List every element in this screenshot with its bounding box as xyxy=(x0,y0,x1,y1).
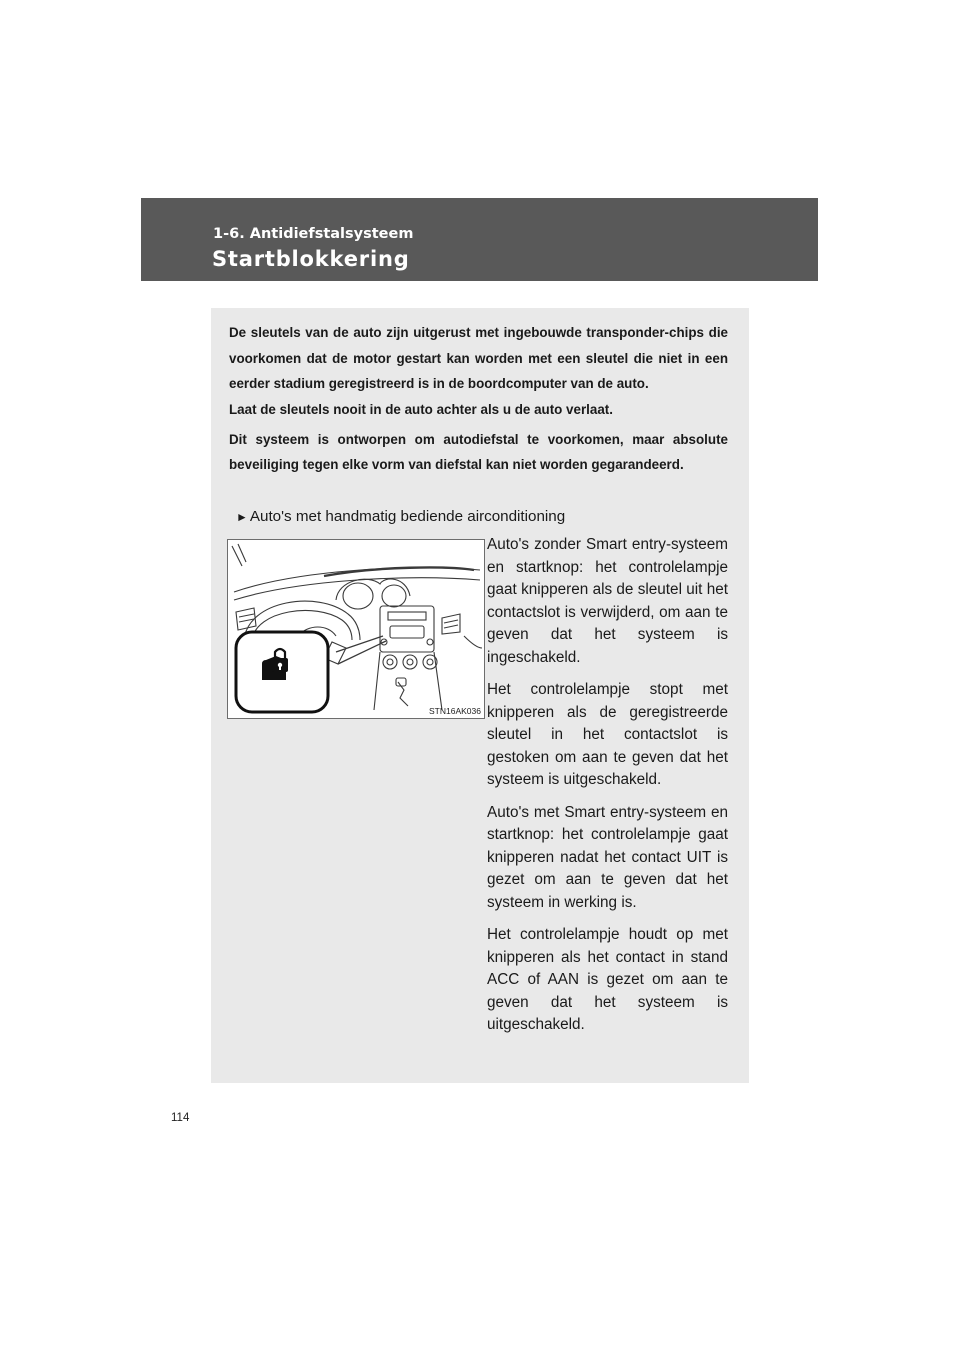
paragraph-no-smart-entry-deactivated: Het controlelampje stopt met knipperen als de geregistreerde sleutel in het contactslot is gestoken om aan te geven dat het systeem is uitgeschakeld. xyxy=(487,681,728,788)
sub-heading xyxy=(236,508,565,525)
section-label: 1-6. Antidiefstalsysteem xyxy=(213,226,414,242)
paragraph-smart-entry-deactivated: Het controlelampje houdt op met knipperen als het contact in stand ACC of AAN is gezet om aan te geven dat het systeem is uitgeschakeld. xyxy=(487,926,728,1033)
intro-text xyxy=(229,320,728,478)
indicator-description xyxy=(487,534,728,1047)
paragraph-no-smart-entry-activated: Auto's zonder Smart entry-systeem en startknop: het controlelampje gaat knipperen als de sleutel uit het contactslot is verwijderd, om aan te geven dat het systeem is ingeschakeld. xyxy=(487,536,728,666)
content-box xyxy=(211,308,749,1083)
intro-paragraph-warning: Laat de sleutels nooit in de auto achter als u de auto verlaat. xyxy=(229,401,613,417)
immobilizer-indicator-callout xyxy=(236,632,328,712)
paragraph-smart-entry-activated: Auto's met Smart entry-systeem en startknop: het controlelampje gaat knipperen nadat het contact UIT is gezet om aan te geven dat het systeem in werking is. xyxy=(487,803,728,911)
page-title: Startblokkering xyxy=(212,247,410,271)
sub-heading-label: Auto's met handmatig bediende airconditioning xyxy=(249,508,566,525)
intro-paragraph-disclaimer: Dit systeem is ontworpen om autodiefstal te voorkomen, maar absolute beveiliging tegen elke vorm van diefstal kan niet worden gegarandeerd. xyxy=(229,431,728,472)
intro-paragraph-transponder: De sleutels van de auto zijn uitgerust met ingebouwde transponder-chips die voorkomen dat de motor gestart kan worden met een sleutel die niet in een eerder stadium geregistreerd is in de boordcomputer van de auto. xyxy=(229,325,728,391)
page-number: 114 xyxy=(171,1112,190,1124)
figure-code: STN16AK036 xyxy=(429,706,481,716)
dashboard-illustration xyxy=(227,539,485,719)
dashboard-drawing xyxy=(228,540,484,718)
section-header xyxy=(141,198,818,281)
triangle-bullet-icon: ► xyxy=(236,510,248,524)
